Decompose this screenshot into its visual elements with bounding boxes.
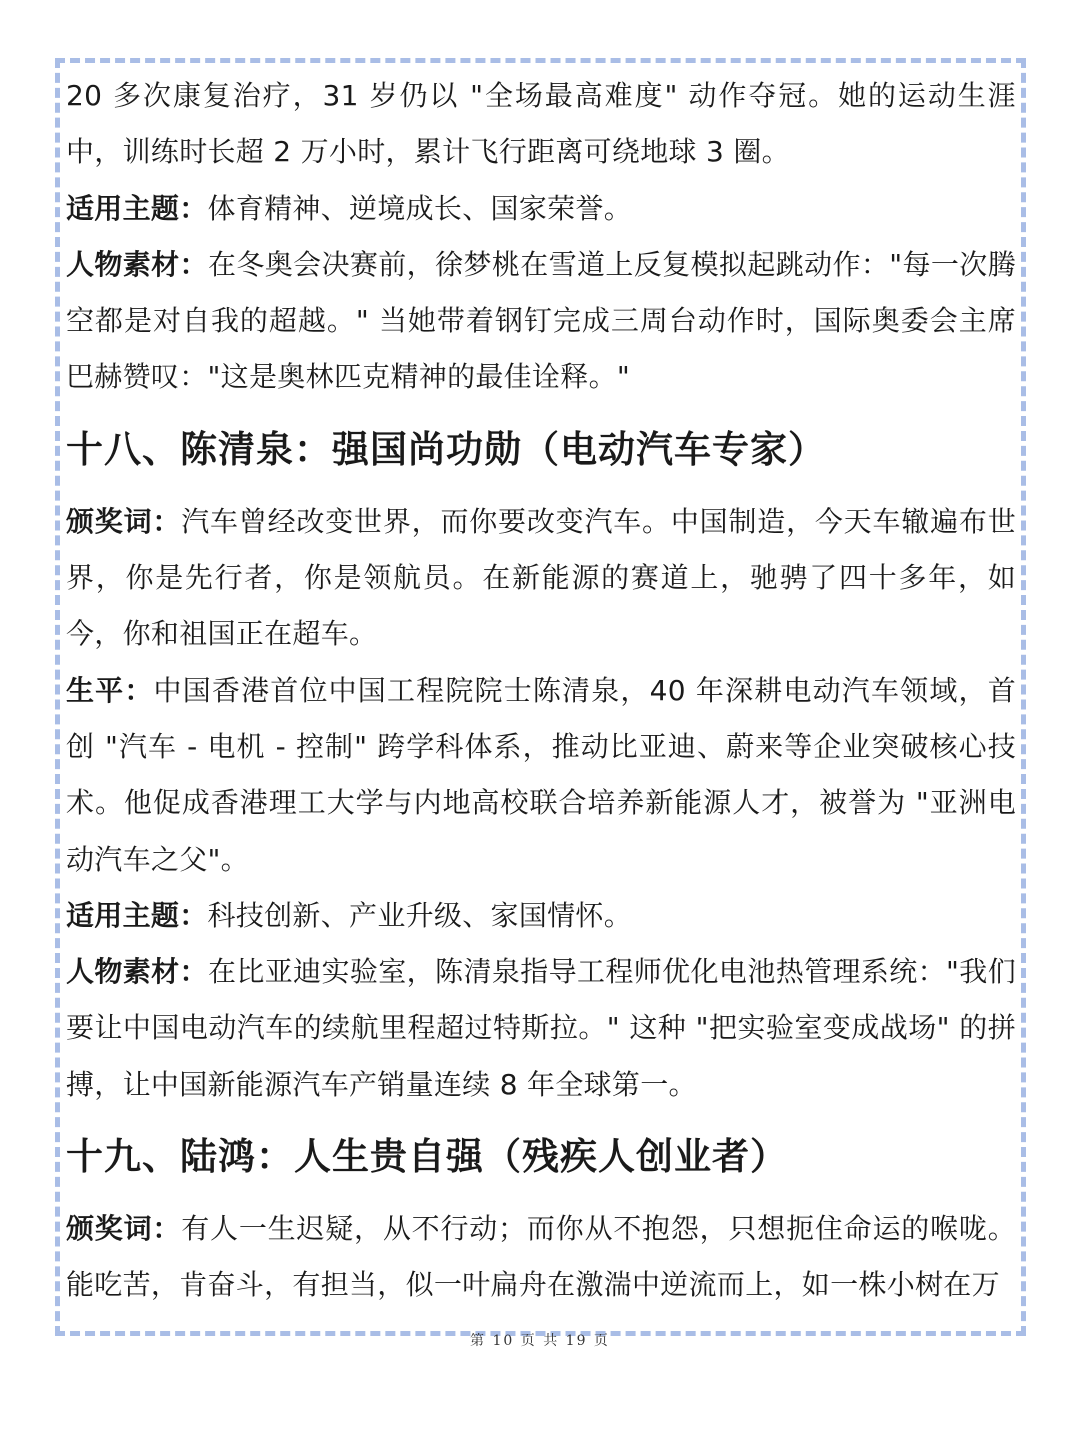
page-number-footer: 第 10 页 共 19 页 bbox=[470, 1333, 610, 1349]
paragraph-biography bbox=[66, 663, 1016, 888]
section-heading-18: 十八、陈清泉：强国尚功勋（电动汽车专家） bbox=[66, 427, 826, 471]
paragraph-text: 有人一生迟疑，从不行动；而你从不抱怨，只想扼住命运的喉咙。能吃苦，肯奋斗，有担当，似一叶扁舟在激湍中逆流而上，如一株小树在万 bbox=[66, 1212, 1016, 1302]
paragraph-material bbox=[66, 237, 1016, 406]
paragraph-label: 颁奖词： bbox=[66, 504, 182, 538]
paragraph-material bbox=[66, 944, 1016, 1113]
paragraph-text: 在冬奥会决赛前，徐梦桃在雪道上反复模拟起跳动作："每一次腾空都是对自我的超越。" 当她带着钢钉完成三周台动作时，国际奥委会主席巴赫赞叹："这是奥林匹克精神的最佳诠释。" bbox=[66, 247, 1016, 394]
paragraph-citation bbox=[66, 1201, 1016, 1314]
paragraph-label: 人物素材： bbox=[66, 955, 208, 989]
paragraph-label: 生平： bbox=[66, 673, 154, 707]
paragraph-citation bbox=[66, 494, 1016, 663]
paragraph-text: 20 多次康复治疗，31 岁仍以 "全场最高难度" 动作夺冠。她的运动生涯中，训练时长超 2 万小时，累计飞行距离可绕地球 3 圈。 bbox=[66, 79, 1016, 169]
paragraph-themes bbox=[66, 888, 1016, 944]
paragraph-text: 体育精神、逆境成长、国家荣誉。 bbox=[207, 191, 633, 225]
paragraph-label: 适用主题： bbox=[66, 191, 208, 225]
paragraph-continued bbox=[66, 68, 1016, 181]
page-content bbox=[66, 68, 1016, 1314]
paragraph-label: 颁奖词： bbox=[66, 1212, 182, 1246]
section-heading-19: 十九、陆鸿：人生贵自强（残疾人创业者） bbox=[66, 1135, 788, 1179]
paragraph-text: 在比亚迪实验室，陈清泉指导工程师优化电池热管理系统："我们要让中国电动汽车的续航里程超过特斯拉。" 这种 "把实验室变成战场" 的拼搏，让中国新能源汽车产销量连续 8 年全球第一。 bbox=[66, 955, 1016, 1101]
paragraph-text: 汽车曾经改变世界，而你要改变汽车。中国制造，今天车辙遍布世界，你是先行者，你是领航员。在新能源的赛道上，驰骋了四十多年，如今，你和祖国正在超车。 bbox=[66, 504, 1016, 651]
paragraph-themes bbox=[66, 181, 1016, 237]
paragraph-text: 中国香港首位中国工程院院士陈清泉，40 年深耕电动汽车领域，首创 "汽车 - 电机 - 控制" 跨学科体系，推动比亚迪、蔚来等企业突破核心技术。他促成香港理工大学与内地高校联合培养新能源人才，被誉为 "亚洲电动汽车之父"。 bbox=[66, 673, 1016, 876]
paragraph-label: 适用主题： bbox=[66, 898, 208, 932]
paragraph-text: 科技创新、产业升级、家国情怀。 bbox=[207, 898, 633, 932]
paragraph-label: 人物素材： bbox=[66, 247, 208, 281]
